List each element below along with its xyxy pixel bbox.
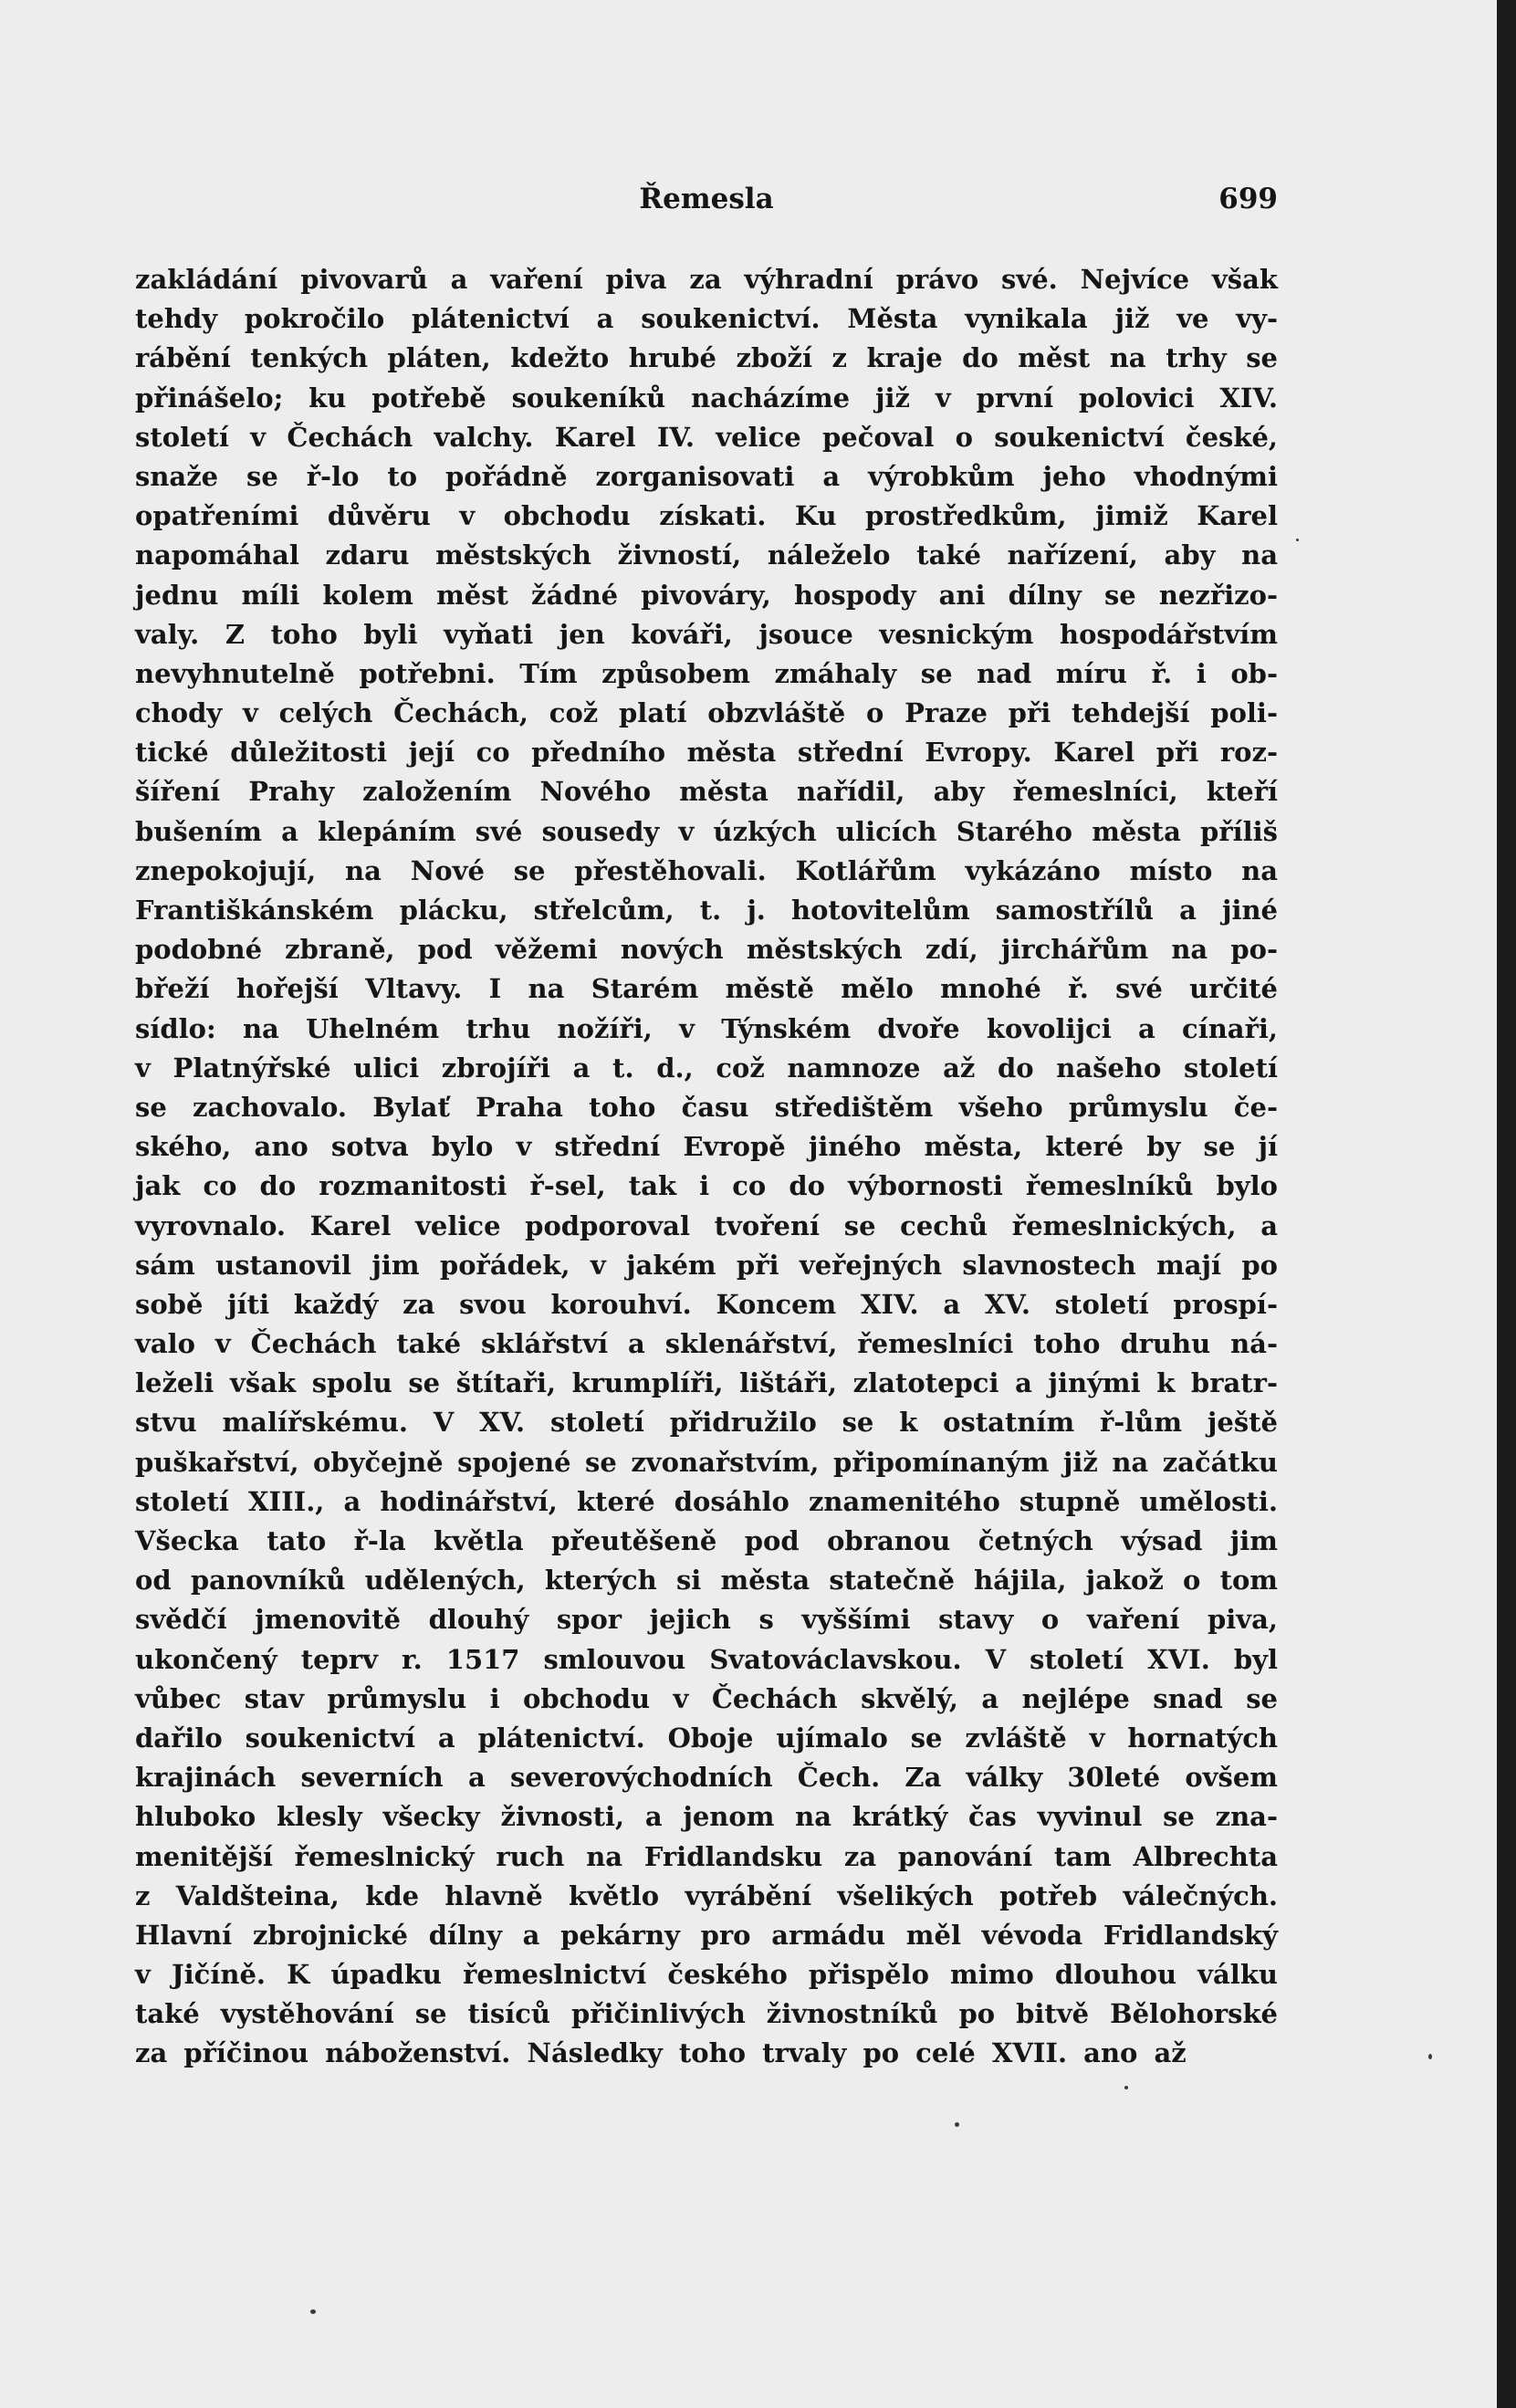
text-line: vyrovnalo. Karel velice podporoval tvoření se cechů řemeslnických, a — [135, 1209, 1278, 1241]
text-line: napomáhal zdaru městských živností, náleželo také nařízení, aby na — [135, 539, 1278, 571]
text-line: stvu malířskému. V XV. století přidružilo se k ostatním ř-lům ještě — [135, 1407, 1278, 1439]
text-line: ského, ano sotva bylo v střední Evropě jiného města, které by se jí — [135, 1131, 1278, 1163]
body-text — [135, 260, 1278, 2074]
text-line: vůbec stav průmyslu i obchodu v Čechách skvělý, a nejlépe snad se — [135, 1682, 1278, 1714]
text-line: přinášelo; ku potřebě soukeníků nacházíme již v první polovici XIV. — [135, 382, 1278, 414]
text-line: puškařství, obyčejně spojené se zvonařstvím, připomínaným již na začátku — [135, 1446, 1278, 1478]
text-line: také vystěhování se tisíců přičinlivých živnostníků po bitvě Bělohorské — [135, 1998, 1278, 2030]
text-line: sobě jíti každý za svou korouhví. Koncem XIV. a XV. století prospí- — [135, 1288, 1278, 1320]
text-line: valo v Čechách také sklářství a sklenářství, řemeslníci toho druhu ná- — [135, 1328, 1278, 1360]
text-line: krajinách severních a severovýchodních Čech. Za války 30leté ovšem — [135, 1762, 1278, 1794]
page-number: 699 — [1218, 183, 1278, 215]
text-line: znepokojují, na Nové se přestěhovali. Kotlářům vykázáno místo na — [135, 854, 1278, 886]
text-line: sám ustanovil jim pořádek, v jakém při veřejných slavnostech mají po — [135, 1249, 1278, 1281]
text-line: sídlo: na Uhelném trhu nožíři, v Týnském dvoře kovolijci a cínaři, — [135, 1012, 1278, 1044]
text-line: z Valdšteina, kde hlavně květlo vyrábění všelikých potřeb válečných. — [135, 1879, 1278, 1911]
text-line: tehdy pokročilo plátenictví a soukenictví. Města vynikala již ve vy- — [135, 303, 1278, 335]
text-line: snaže se ř-lo to pořádně zorganisovati a výrobkům jeho vhodnými — [135, 460, 1278, 492]
scan-speck — [1296, 539, 1299, 541]
scan-edge — [1497, 0, 1516, 2408]
text-line: v Platnýřské ulici zbrojíři a t. d., což namnoze až do našeho století — [135, 1052, 1278, 1084]
text-line: za příčinou náboženství. Následky toho trvaly po celé XVII. ano až — [135, 2037, 1187, 2069]
text-line: ukončený teprv r. 1517 smlouvou Svatováclavskou. V století XVI. byl — [135, 1643, 1278, 1675]
text-line: menitější řemeslnický ruch na Fridlandsku za panování tam Albrechta — [135, 1840, 1278, 1872]
text-line: od panovníků udělených, kterých si města statečně hájila, jakož o tom — [135, 1565, 1278, 1597]
text-line: valy. Z toho byli vyňati jen kováři, jsouce vesnickým hospodářstvím — [135, 618, 1278, 650]
text-line: bušením a klepáním své sousedy v úzkých ulicích Starého města příliš — [135, 815, 1278, 847]
scan-speck — [955, 2122, 959, 2127]
text-line: rábění tenkých pláten, kdežto hrubé zboží z kraje do měst na trhy se — [135, 342, 1278, 374]
text-line: zakládání pivovarů a vaření piva za výhradní právo své. Nejvíce však — [135, 264, 1278, 295]
scan-speck — [310, 2309, 316, 2314]
page-header — [135, 183, 1278, 228]
text-line: se zachovalo. Bylať Praha toho času středištěm všeho průmyslu če- — [135, 1091, 1278, 1123]
text-line: nevyhnutelně potřebni. Tím způsobem zmáhaly se nad míru ř. i ob- — [135, 657, 1278, 689]
text-line: Františkánském plácku, střelcům, t. j. hotovitelům samostřílů a jiné — [135, 895, 1278, 926]
scan-speck — [1428, 2054, 1432, 2059]
scan-speck — [1124, 2086, 1128, 2089]
text-line: století XIII., a hodinářství, které dosáhlo znamenitého stupně umělosti. — [135, 1485, 1278, 1517]
text-line: dařilo soukenictví a plátenictví. Oboje ujímalo se zvláště v hornatých — [135, 1722, 1278, 1754]
text-line: hluboko klesly všecky živnosti, a jenom na krátký čas vyvinul se zna- — [135, 1801, 1278, 1833]
running-title: Řemesla — [639, 183, 774, 215]
text-line: břeží hořejší Vltavy. I na Starém městě mělo mnohé ř. své určité — [135, 973, 1278, 1005]
text-line: šíření Prahy založením Nového města nařídil, aby řemeslníci, kteří — [135, 776, 1278, 808]
text-line: opatřeními důvěru v obchodu získati. Ku prostředkům, jimiž Karel — [135, 500, 1278, 532]
text-line: století v Čechách valchy. Karel IV. velice pečoval o soukenictví české, — [135, 421, 1278, 453]
text-line: podobné zbraně, pod věžemi nových městských zdí, jirchářům na po- — [135, 934, 1278, 966]
text-line: v Jičíně. K úpadku řemeslnictví českého přispělo mimo dlouhou válku — [135, 1959, 1278, 1991]
text-line: Hlavní zbrojnické dílny a pekárny pro armádu měl vévoda Fridlandský — [135, 1919, 1278, 1951]
text-line: jednu míli kolem měst žádné pivováry, hospody ani dílny se nezřizo- — [135, 579, 1278, 611]
text-line: svědčí jmenovitě dlouhý spor jejich s vyššími stavy o vaření piva, — [135, 1604, 1278, 1636]
text-line: jak co do rozmanitosti ř-sel, tak i co do výbornosti řemeslníků bylo — [135, 1170, 1278, 1202]
text-line: chody v celých Čechách, což platí obzvláště o Praze při tehdejší poli- — [135, 697, 1278, 729]
text-line: Všecka tato ř-la květla přeutěšeně pod obranou četných výsad jim — [135, 1525, 1278, 1556]
text-line: leželi však spolu se štítaři, krumplíři, lištáři, zlatotepci a jinými k bratr- — [135, 1367, 1278, 1399]
text-line: tické důležitosti její co předního města střední Evropy. Karel při roz- — [135, 737, 1278, 769]
